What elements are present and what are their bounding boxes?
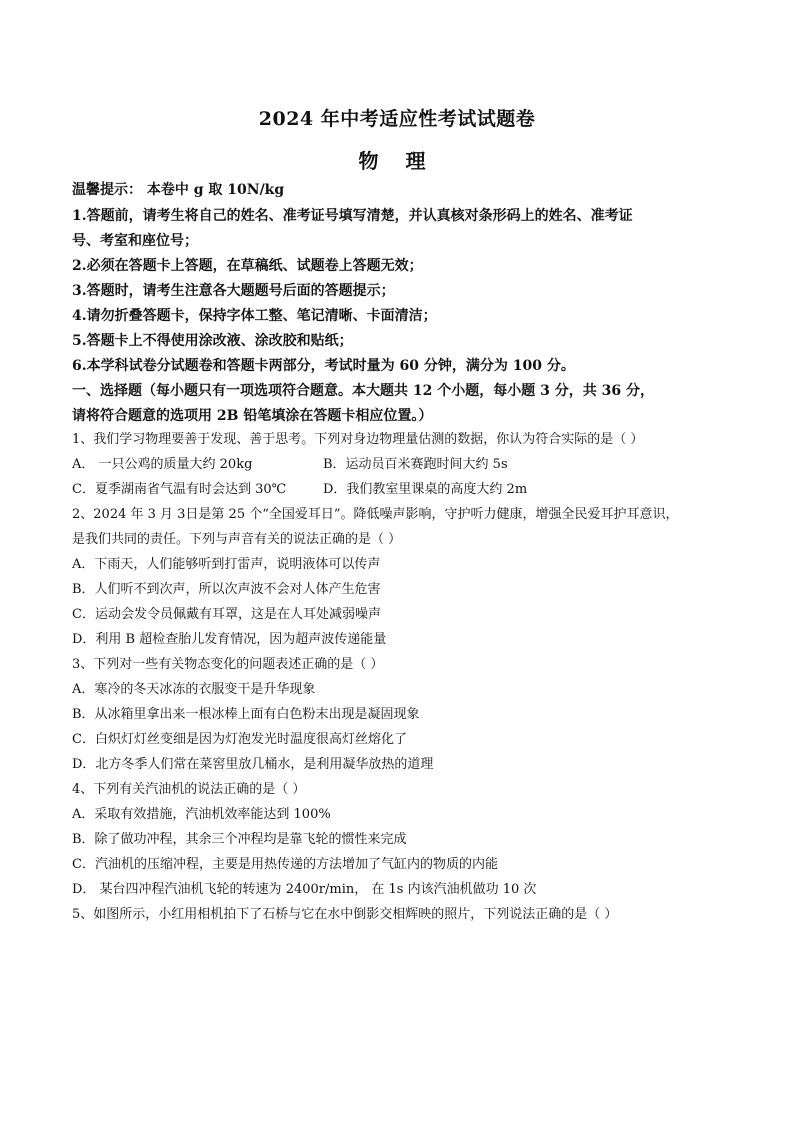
- question-1-option-b: B．运动员百米赛跑时间大约 5s: [323, 457, 508, 472]
- subject-title: 物 理: [358, 149, 436, 173]
- question-2-option-b: B．人们听不到次声，所以次声波不会对人体产生危害: [72, 582, 381, 597]
- question-5-stem: 5、如图所示，小红用相机拍下了石桥与它在水中倒影交相辉映的照片，下列说法正确的是（ ）: [72, 907, 618, 922]
- tip-item: 6.本学科试卷分试题卷和答题卡两部分，考试时量为 60 分钟，满分为 100 分。: [72, 358, 575, 374]
- exam-title: 2024 年中考适应性考试试题卷: [258, 108, 536, 130]
- question-1-stem: 1、我们学习物理要善于发现、善于思考。下列对身边物理量估测的数据，你认为符合实际的是（ ）: [72, 432, 644, 447]
- tip-item: 5.答题卡上不得使用涂改液、涂改胶和贴纸；: [72, 333, 353, 349]
- question-1-option-d: D．我们教室里课桌的高度大约 2m: [323, 482, 528, 497]
- question-3-option-d: D．北方冬季人们常在菜窖里放几桶水，是利用凝华放热的道理: [72, 757, 434, 772]
- tip-item: 4.请勿折叠答题卡，保持字体工整、笔记清晰、卡面清洁；: [72, 308, 437, 324]
- question-2-option-a: A．下雨天，人们能够听到打雷声，说明液体可以传声: [72, 557, 381, 572]
- tips-intro: 温馨提示： 本卷中 g 取 10N/kg: [72, 182, 285, 198]
- question-3-option-c: C．白炽灯灯丝变细是因为灯泡发光时温度很高灯丝熔化了: [72, 732, 407, 747]
- question-4-option-a: A．采取有效措施，汽油机效率能达到 100%: [72, 807, 331, 822]
- tip-item: 号、考室和座位号；: [72, 233, 198, 249]
- tip-item: 1.答题前，请考生将自己的姓名、准考证号填写清楚，并认真核对条形码上的姓名、准考证: [72, 208, 633, 224]
- question-4-option-d: D． 某台四冲程汽油机飞轮的转速为 2400r/min， 在 1s 内该汽油机做功 10 次: [72, 882, 537, 897]
- tip-item: 2.必须在答题卡上答题，在草稿纸、试题卷上答题无效；: [72, 258, 423, 274]
- question-4-option-b: B．除了做功冲程，其余三个冲程均是靠飞轮的惯性来完成: [72, 832, 407, 847]
- tip-item: 3.答题时，请考生注意各大题题号后面的答题提示；: [72, 283, 395, 299]
- question-3-stem: 3、下列对一些有关物态变化的问题表述正确的是（ ）: [72, 657, 384, 672]
- question-3-option-b: B．从冰箱里拿出来一根冰棒上面有白色粉末出现是凝固现象: [72, 707, 420, 722]
- question-2-option-d: D．利用 B 超检查胎儿发育情况，因为超声波传递能量: [72, 632, 387, 647]
- question-2-option-c: C．运动会发令员佩戴有耳罩，这是在人耳处减弱噪声: [72, 607, 381, 622]
- question-1-option-c: C．夏季湖南省气温有时会达到 30℃: [72, 482, 287, 497]
- question-2-stem: 2、2024 年 3 月 3日是第 25 个“全国爱耳日”。降低噪声影响，守护听力健康，增强全民爱耳护耳意识，: [72, 507, 679, 522]
- section-heading: 一、选择题（每小题只有一项选项符合题意。本大题共 12 个小题，每小题 3 分，共 36 分，: [72, 383, 654, 399]
- question-4-option-c: C．汽油机的压缩冲程，主要是用热传递的方法增加了气缸内的物质的内能: [72, 857, 498, 872]
- question-4-stem: 4、下列有关汽油机的说法正确的是（ ）: [72, 782, 306, 797]
- section-heading: 请将符合题意的选项用 2B 铅笔填涂在答题卡相应位置。）: [72, 408, 433, 424]
- question-2-stem: 是我们共同的责任。下列与声音有关的说法正确的是（ ）: [72, 532, 402, 547]
- question-3-option-a: A．寒冷的冬天冰冻的衣服变干是升华现象: [72, 682, 316, 697]
- question-1-option-a: A． 一只公鸡的质量大约 20kg: [72, 457, 253, 472]
